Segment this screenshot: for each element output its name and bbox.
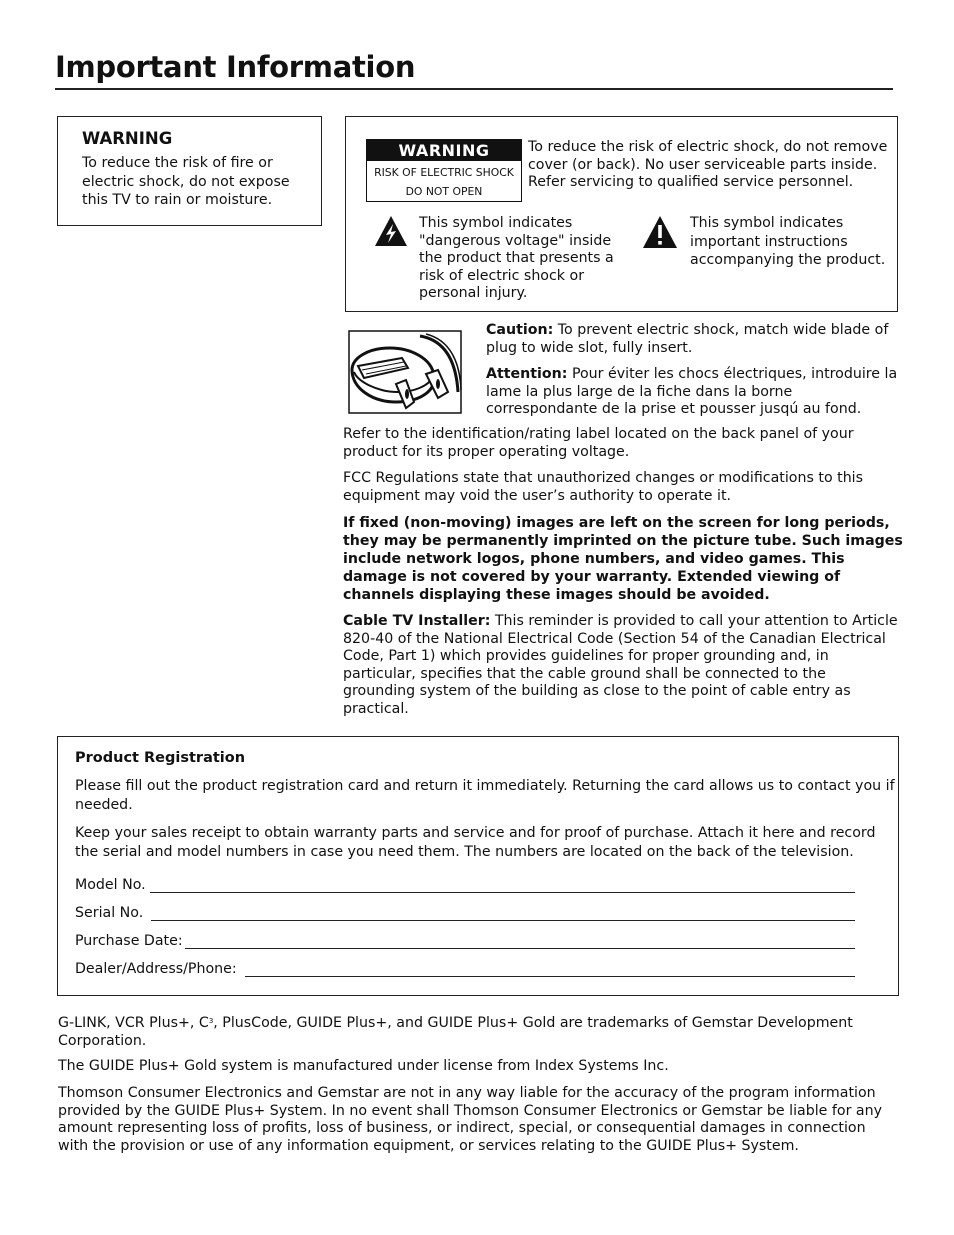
warning-label-line2: DO NOT OPEN [405, 185, 483, 198]
dealer-field [75, 957, 855, 977]
serial-number-label: Serial No. [75, 905, 144, 921]
purchase-date-field [75, 929, 855, 949]
purchase-date-label: Purchase Date: [75, 933, 183, 949]
dealer-label: Dealer/Address/Phone: [75, 961, 237, 977]
fixed-images-paragraph: If fixed (non-moving) images are left on the screen for long periods, they may be permanently imprinted on the picture tube. Such images include network logos, phone numbers, and video games. This damage is not covered by your warranty. Extended viewing of channels displaying these images should be avoided. [343, 515, 903, 603]
registration-heading: Product Registration [75, 750, 246, 766]
attention-text: Pour éviter les chocs électriques, introduire la lame la plus large de la fiche dans la borne correspondante de la prise et pousser jusqú au fond. [486, 366, 898, 417]
caution-notice [486, 322, 898, 357]
purchase-date-line [185, 933, 855, 949]
product-registration-box [57, 736, 899, 996]
attention-label: Attention: [486, 366, 568, 382]
serial-number-line [151, 905, 855, 921]
polarized-plug-illustration [348, 330, 462, 414]
trademarks-paragraph [58, 1015, 898, 1050]
trademarks-text-a: G-LINK, VCR Plus+, C [58, 1015, 209, 1031]
fire-warning-box [57, 116, 322, 226]
fire-warning-text: To reduce the risk of fire or electric shock, do not expose this TV to rain or moisture. [82, 155, 290, 208]
cable-installer-label: Cable TV Installer: [343, 613, 491, 629]
warning-label-heading: WARNING [367, 140, 521, 161]
liability-paragraph: Thomson Consumer Electronics and Gemstar are not in any way liable for the accuracy of the program information provided by the GUIDE Plus+ System. In no event shall Thomson Consumer Electronics or Gemstar be liable for any amount representing loss of profits, loss of business, or indirect, special, or consequential damages in connection with the provision or use of any information equipment, or services relating to the GUIDE Plus+ System. [58, 1085, 883, 1154]
cable-installer-text: This reminder is provided to call your attention to Article 820-40 of the National Electrical Code (Section 54 of the Canadian Electrical Code, Part 1) which provides guidelines for proper grounding and, in particular, specifies that the cable ground shall be connected to the grounding system of the building as close to the point of cable entry as practical. [343, 613, 898, 717]
caution-label: Caution: [486, 322, 554, 338]
shock-warning-box [345, 116, 898, 312]
trademarks-text-b: , PlusCode, GUIDE Plus+, and GUIDE Plus+ Gold are trademarks of Gemstar Development Corporation. [58, 1015, 853, 1049]
warning-label-line1: RISK OF ELECTRIC SHOCK [374, 166, 514, 179]
fire-warning-heading: WARNING [82, 129, 173, 148]
license-paragraph: The GUIDE Plus+ Gold system is manufactured under license from Index Systems Inc. [58, 1058, 669, 1074]
dealer-line [245, 961, 855, 977]
lightning-triangle-icon [374, 215, 408, 247]
exclamation-triangle-icon [642, 215, 678, 249]
shock-warning-text: To reduce the risk of electric shock, do not remove cover (or back). No user serviceable parts inside. Refer servicing to qualified service personnel. [528, 139, 888, 190]
trademarks-superscript: 3 [208, 1017, 214, 1025]
voltage-symbol-text: This symbol indicates "dangerous voltage" inside the product that presents a risk of electric shock or personal injury. [419, 215, 614, 301]
model-number-label: Model No. [75, 877, 146, 893]
instructions-symbol-text: This symbol indicates important instructions accompanying the product. [690, 215, 886, 268]
serial-number-field [75, 901, 855, 921]
model-number-line [150, 877, 855, 893]
page-title: Important Information [55, 50, 416, 84]
fcc-paragraph: FCC Regulations state that unauthorized changes or modifications to this equipment may void the user’s authority to operate it. [343, 470, 864, 504]
attention-notice [486, 366, 898, 419]
model-number-field [75, 873, 855, 893]
cable-installer-paragraph [343, 613, 899, 718]
registration-paragraph-2: Keep your sales receipt to obtain warranty parts and service and for proof of purchase. Attach it here and record the serial and model numbers in case you need them. The numbers are located on the back of the television. [75, 825, 876, 860]
caution-text: To prevent electric shock, match wide blade of plug to wide slot, fully insert. [486, 322, 889, 356]
rating-label-paragraph: Refer to the identification/rating label located on the back panel of your product for its proper operating voltage. [343, 426, 854, 460]
title-rule [55, 88, 893, 90]
warning-label [366, 139, 522, 202]
registration-paragraph-1: Please fill out the product registration card and return it immediately. Returning the card allows us to contact you if needed. [75, 778, 895, 813]
